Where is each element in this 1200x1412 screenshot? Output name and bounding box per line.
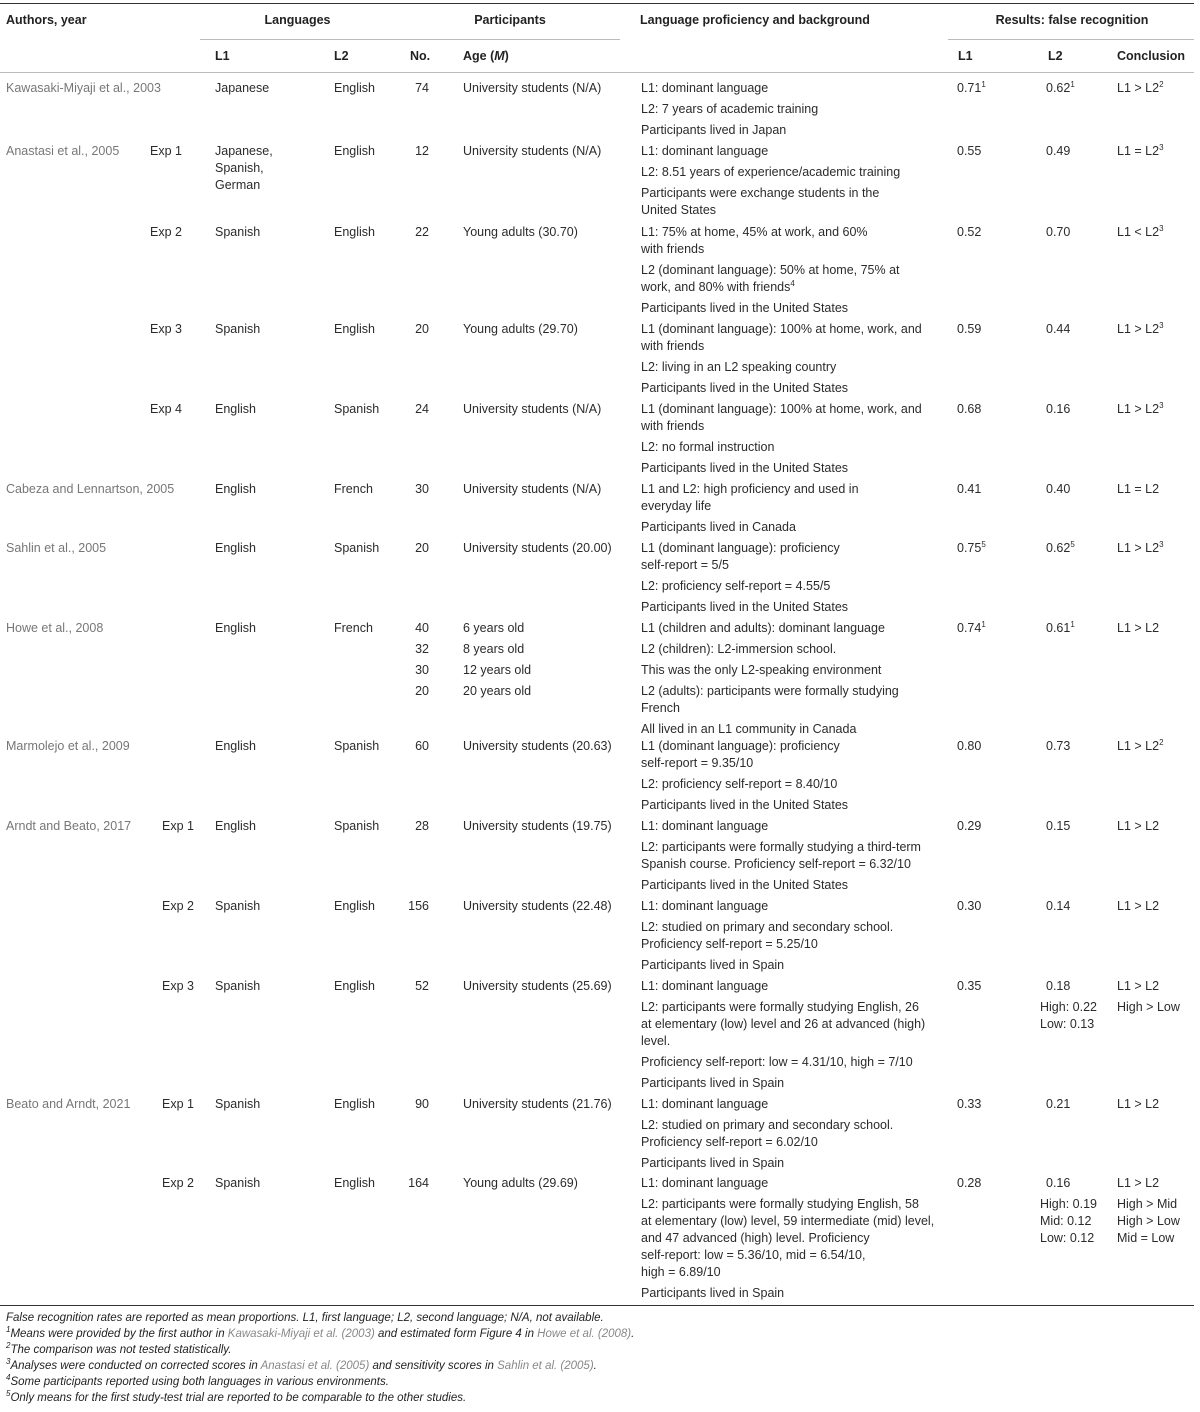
value-text: 0.75 bbox=[957, 541, 982, 555]
footnote-marker: 3 bbox=[1159, 142, 1164, 152]
experiment-label: Exp 4 bbox=[150, 402, 182, 416]
l1-language: English bbox=[215, 739, 256, 753]
background-line: L2: proficiency self-report = 8.40/10 bbox=[641, 777, 838, 791]
l1-language: English bbox=[215, 819, 256, 833]
background-line: United States bbox=[641, 203, 717, 217]
conclusion: L1 > L2 bbox=[1117, 1176, 1160, 1190]
l1-language: English bbox=[215, 541, 256, 555]
conclusion: L1 > L2 bbox=[1117, 979, 1160, 993]
experiment-label: Exp 2 bbox=[162, 899, 194, 913]
background-line: Participants lived in the United States bbox=[641, 798, 849, 812]
header-proficiency-background: Language proficiency and background bbox=[640, 13, 870, 27]
participant-age: Young adults (29.70) bbox=[463, 322, 578, 336]
l2-language: French bbox=[334, 621, 373, 635]
citation-link[interactable]: Kawasaki-Miyaji et al. (2003) bbox=[227, 1328, 375, 1340]
footnote-4 bbox=[6, 1374, 389, 1390]
result-l1 bbox=[957, 620, 986, 637]
participant-age: 20 years old bbox=[463, 684, 532, 698]
background-line: L1: 75% at home, 45% at work, and 60% bbox=[641, 225, 868, 239]
l2-language: Spanish bbox=[334, 541, 380, 555]
participant-count: 20 bbox=[415, 684, 429, 698]
header-age-close: ) bbox=[504, 49, 509, 63]
l1-language: English bbox=[215, 621, 256, 635]
background-line: L2 (adults): participants were formally studying bbox=[641, 684, 899, 698]
background-line: This was the only L2-speaking environment bbox=[641, 663, 882, 677]
conclusion bbox=[1117, 540, 1164, 557]
background-line: Participants lived in Japan bbox=[641, 123, 787, 137]
l2-language: French bbox=[334, 482, 373, 496]
footnote-marker: 3 bbox=[1159, 320, 1164, 330]
participant-age: University students (N/A) bbox=[463, 482, 602, 496]
l2-language: English bbox=[334, 144, 375, 158]
footnote-marker: 4 bbox=[6, 1373, 11, 1383]
header-l2: L2 bbox=[334, 49, 349, 63]
footnote-marker: 1 bbox=[981, 619, 986, 629]
background-line: Participants lived in Canada bbox=[641, 520, 796, 534]
background-line: high = 6.89/10 bbox=[641, 1265, 721, 1279]
background-line: Participants were exchange students in the bbox=[641, 186, 880, 200]
author-year: Arndt and Beato, 2017 bbox=[6, 819, 132, 833]
conclusion: L1 > L2 bbox=[1117, 1097, 1160, 1111]
participant-age: University students (N/A) bbox=[463, 402, 602, 416]
l1-language: English bbox=[215, 482, 256, 496]
result-l2: 0.40 bbox=[1046, 482, 1071, 496]
participant-age: University students (N/A) bbox=[463, 81, 602, 95]
participant-age: Young adults (29.69) bbox=[463, 1176, 578, 1190]
citation-link[interactable]: Howe et al. (2008) bbox=[537, 1328, 632, 1340]
background-line: Proficiency self-report: low = 4.31/10, high = 7/10 bbox=[641, 1055, 913, 1069]
background-line: L1: dominant language bbox=[641, 144, 769, 158]
l1-language: Japanese, bbox=[215, 144, 273, 158]
conclusion: L1 = L2 bbox=[1117, 482, 1160, 496]
citation-link[interactable]: Anastasi et al. (2005) bbox=[260, 1360, 370, 1372]
author-year: Cabeza and Lennartson, 2005 bbox=[6, 482, 175, 496]
conclusion: L1 > L2 bbox=[1117, 819, 1160, 833]
background-line: Participants lived in Spain bbox=[641, 1076, 785, 1090]
participant-count: 22 bbox=[415, 225, 429, 239]
background-line: L2: studied on primary and secondary school. bbox=[641, 920, 894, 934]
experiment-label: Exp 2 bbox=[150, 225, 182, 239]
background-line: L2 (children): L2-immersion school. bbox=[641, 642, 837, 656]
l2-language: Spanish bbox=[334, 402, 380, 416]
background-line: Spanish course. Proficiency self-report = 6.32/10 bbox=[641, 857, 911, 871]
result-l2: 0.16 bbox=[1046, 402, 1071, 416]
header-sub-rule bbox=[948, 39, 1194, 40]
l2-language: English bbox=[334, 225, 375, 239]
l1-language: Spanish bbox=[215, 1097, 261, 1111]
conclusion: L1 > L2 bbox=[1117, 621, 1160, 635]
result-l1: 0.52 bbox=[957, 225, 982, 239]
participant-count: 164 bbox=[408, 1176, 429, 1190]
l1-language: Spanish bbox=[215, 979, 261, 993]
result-l2: 0.70 bbox=[1046, 225, 1071, 239]
result-l1 bbox=[957, 540, 986, 557]
background-line: L1 and L2: high proficiency and used in bbox=[641, 482, 859, 496]
background-line: Participants lived in the United States bbox=[641, 461, 849, 475]
experiment-label: Exp 1 bbox=[150, 144, 182, 158]
experiment-label: Exp 1 bbox=[162, 819, 194, 833]
background-line: Participants lived in the United States bbox=[641, 600, 849, 614]
conclusion-subgroup: Mid = Low bbox=[1117, 1231, 1175, 1245]
background-line: L2: participants were formally studying a third-term bbox=[641, 840, 921, 854]
result-l1: 0.29 bbox=[957, 819, 982, 833]
result-l2-subgroup: Low: 0.12 bbox=[1040, 1231, 1095, 1245]
footnote-marker: 3 bbox=[1159, 539, 1164, 549]
result-l2: 0.44 bbox=[1046, 322, 1071, 336]
background-line: L2: 8.51 years of experience/academic training bbox=[641, 165, 901, 179]
footnote-marker: 5 bbox=[1070, 539, 1075, 549]
participant-count: 74 bbox=[415, 81, 429, 95]
experiment-label: Exp 3 bbox=[162, 979, 194, 993]
l2-language: English bbox=[334, 979, 375, 993]
footnote-3 bbox=[6, 1358, 597, 1374]
background-line: L2: participants were formally studying English, 26 bbox=[641, 1000, 919, 1014]
citation-link[interactable]: Sahlin et al. (2005) bbox=[497, 1360, 594, 1372]
footnote-text: Only means for the first study-test trial are reported to be comparable to the other studies. bbox=[10, 1392, 467, 1404]
result-l2: 0.18 bbox=[1046, 979, 1071, 993]
background-line: L2: proficiency self-report = 4.55/5 bbox=[641, 579, 831, 593]
l2-language: English bbox=[334, 81, 375, 95]
background-line: L2: no formal instruction bbox=[641, 440, 775, 454]
conclusion-subgroup: High > Mid bbox=[1117, 1197, 1178, 1211]
footnote-marker: 3 bbox=[1159, 400, 1164, 410]
background-line: Proficiency self-report = 5.25/10 bbox=[641, 937, 818, 951]
result-l1: 0.35 bbox=[957, 979, 982, 993]
l2-language: Spanish bbox=[334, 739, 380, 753]
l2-language: English bbox=[334, 1097, 375, 1111]
result-l1: 0.30 bbox=[957, 899, 982, 913]
participant-count: 20 bbox=[415, 541, 429, 555]
background-line: self-report: low = 5.36/10, mid = 6.54/10, bbox=[641, 1248, 866, 1262]
result-l1: 0.59 bbox=[957, 322, 982, 336]
background-line: All lived in an L1 community in Canada bbox=[641, 722, 857, 736]
participant-count: 20 bbox=[415, 322, 429, 336]
value-text: L1 < L2 bbox=[1117, 225, 1160, 239]
participant-count: 12 bbox=[415, 144, 429, 158]
background-line: Participants lived in Spain bbox=[641, 1286, 785, 1300]
header-no: No. bbox=[410, 49, 431, 63]
background-line: L2: participants were formally studying English, 58 bbox=[641, 1197, 919, 1211]
participant-age: 8 years old bbox=[463, 642, 525, 656]
result-l1: 0.80 bbox=[957, 739, 982, 753]
footnote-text: . bbox=[631, 1328, 635, 1340]
author-year: Beato and Arndt, 2021 bbox=[6, 1097, 131, 1111]
result-l1: 0.68 bbox=[957, 402, 982, 416]
result-l2: 0.15 bbox=[1046, 819, 1071, 833]
conclusion bbox=[1117, 401, 1164, 418]
conclusion bbox=[1117, 224, 1164, 241]
header-results: Results: false recognition bbox=[995, 13, 1149, 27]
participant-age: University students (20.63) bbox=[463, 739, 612, 753]
table-bottom-rule bbox=[0, 1305, 1194, 1306]
background-line: L1 (dominant language): proficiency bbox=[641, 739, 840, 753]
result-l2: 0.14 bbox=[1046, 899, 1071, 913]
background-line: L1: dominant language bbox=[641, 979, 769, 993]
participant-count: 30 bbox=[415, 482, 429, 496]
l1-language: Spanish bbox=[215, 899, 261, 913]
result-l2 bbox=[1046, 80, 1075, 97]
experiment-label: Exp 2 bbox=[162, 1176, 194, 1190]
background-line: L2 (dominant language): 50% at home, 75% at bbox=[641, 263, 900, 277]
footnote-marker: 3 bbox=[6, 1357, 11, 1367]
l2-language: English bbox=[334, 1176, 375, 1190]
value-text: L1 > L2 bbox=[1117, 81, 1160, 95]
header-languages: Languages bbox=[264, 13, 331, 27]
background-line: L1 (children and adults): dominant language bbox=[641, 621, 885, 635]
background-line: with friends bbox=[641, 242, 705, 256]
l1-language: English bbox=[215, 402, 256, 416]
background-line: L1 (dominant language): 100% at home, work, and bbox=[641, 402, 922, 416]
background-line bbox=[641, 279, 795, 296]
result-l1: 0.33 bbox=[957, 1097, 982, 1111]
result-l2-subgroup: Low: 0.13 bbox=[1040, 1017, 1095, 1031]
result-l2 bbox=[1046, 540, 1075, 557]
l1-language: Spanish bbox=[215, 322, 261, 336]
l1-language: Spanish bbox=[215, 1176, 261, 1190]
background-line: Proficiency self-report = 6.02/10 bbox=[641, 1135, 818, 1149]
footnote-marker: 1 bbox=[981, 79, 986, 89]
result-l2 bbox=[1046, 620, 1075, 637]
background-line: Participants lived in Spain bbox=[641, 958, 785, 972]
footnote-text: Some participants reported using both languages in various environments. bbox=[10, 1376, 389, 1388]
background-line: at elementary (low) level and 26 at advanced (high) bbox=[641, 1017, 926, 1031]
background-line: L2: 7 years of academic training bbox=[641, 102, 819, 116]
value-text: L1 > L2 bbox=[1117, 541, 1160, 555]
footnote-text: Analyses were conducted on corrected scores in bbox=[10, 1360, 261, 1372]
background-line: and 47 advanced (high) level. Proficiency bbox=[641, 1231, 870, 1245]
participant-age: University students (N/A) bbox=[463, 144, 602, 158]
header-result-l2: L2 bbox=[1048, 49, 1063, 63]
result-l2: 0.16 bbox=[1046, 1176, 1071, 1190]
participant-age: University students (22.48) bbox=[463, 899, 612, 913]
participant-count: 24 bbox=[415, 402, 429, 416]
experiment-label: Exp 3 bbox=[150, 322, 182, 336]
value-text: 0.61 bbox=[1046, 621, 1071, 635]
footnote-text: . bbox=[593, 1360, 597, 1372]
background-line: L1: dominant language bbox=[641, 1097, 769, 1111]
background-line: Participants lived in the United States bbox=[641, 381, 849, 395]
footnote-marker: 1 bbox=[6, 1325, 11, 1335]
background-line: Participants lived in the United States bbox=[641, 878, 849, 892]
participant-count: 156 bbox=[408, 899, 429, 913]
participant-age: University students (25.69) bbox=[463, 979, 612, 993]
header-age-label: Age ( bbox=[463, 49, 495, 63]
participant-age: University students (19.75) bbox=[463, 819, 612, 833]
value-text: L1 > L2 bbox=[1117, 739, 1160, 753]
l2-language: English bbox=[334, 899, 375, 913]
l1-language: Japanese bbox=[215, 81, 270, 95]
background-line: L1: dominant language bbox=[641, 1176, 769, 1190]
background-line: L1: dominant language bbox=[641, 819, 769, 833]
participant-age: Young adults (30.70) bbox=[463, 225, 578, 239]
result-l1: 0.41 bbox=[957, 482, 982, 496]
result-l2: 0.49 bbox=[1046, 144, 1071, 158]
footnote-marker: 1 bbox=[1070, 619, 1075, 629]
value-text: 0.62 bbox=[1046, 541, 1071, 555]
value-text: 0.62 bbox=[1046, 81, 1071, 95]
author-year: Marmolejo et al., 2009 bbox=[6, 739, 130, 753]
participant-count: 28 bbox=[415, 819, 429, 833]
background-line: L2: studied on primary and secondary school. bbox=[641, 1118, 894, 1132]
l2-language: English bbox=[334, 322, 375, 336]
background-line: level. bbox=[641, 1034, 671, 1048]
footnote-text: and sensitivity scores in bbox=[369, 1360, 498, 1372]
header-age bbox=[463, 49, 509, 63]
result-l2-subgroup: High: 0.22 bbox=[1040, 1000, 1097, 1014]
header-result-l1: L1 bbox=[958, 49, 973, 63]
background-line: French bbox=[641, 701, 680, 715]
result-l1: 0.28 bbox=[957, 1176, 982, 1190]
result-l1: 0.55 bbox=[957, 144, 982, 158]
header-participants: Participants bbox=[474, 13, 546, 27]
participant-count: 52 bbox=[415, 979, 429, 993]
background-line: at elementary (low) level, 59 intermediate (mid) level, bbox=[641, 1214, 935, 1228]
value-text: L1 > L2 bbox=[1117, 402, 1160, 416]
l1-language: Spanish bbox=[215, 225, 261, 239]
participant-age: 6 years old bbox=[463, 621, 525, 635]
footnote-marker: 5 bbox=[6, 1389, 11, 1399]
background-line: Participants lived in the United States bbox=[641, 301, 849, 315]
header-age-mean: M bbox=[494, 49, 505, 63]
l1-language: Spanish, bbox=[215, 161, 264, 175]
author-year: Sahlin et al., 2005 bbox=[6, 541, 107, 555]
participant-age: University students (21.76) bbox=[463, 1097, 612, 1111]
background-line: self-report = 5/5 bbox=[641, 558, 729, 572]
footnote-marker: 3 bbox=[1159, 223, 1164, 233]
footnote-5 bbox=[6, 1390, 466, 1406]
footnote-marker: 5 bbox=[981, 539, 986, 549]
result-l2-subgroup: Mid: 0.12 bbox=[1040, 1214, 1092, 1228]
footnote-general: False recognition rates are reported as mean proportions. L1, first language; L2, second language; N/A, not available. bbox=[6, 1312, 604, 1324]
participant-count: 32 bbox=[415, 642, 429, 656]
experiment-label: Exp 1 bbox=[162, 1097, 194, 1111]
background-line: L1 (dominant language): proficiency bbox=[641, 541, 840, 555]
result-l2: 0.73 bbox=[1046, 739, 1071, 753]
footnote-text: Means were provided by the first author in bbox=[10, 1328, 228, 1340]
background-line: L1 (dominant language): 100% at home, work, and bbox=[641, 322, 922, 336]
footnote-marker: 1 bbox=[1070, 79, 1075, 89]
background-line: L2: living in an L2 speaking country bbox=[641, 360, 837, 374]
background-line: everyday life bbox=[641, 499, 712, 513]
author-year: Howe et al., 2008 bbox=[6, 621, 104, 635]
conclusion-subgroup: High > Low bbox=[1117, 1000, 1180, 1014]
participant-age: University students (20.00) bbox=[463, 541, 612, 555]
header-bottom-rule bbox=[0, 72, 1194, 73]
l1-language: German bbox=[215, 178, 261, 192]
value-text: 0.74 bbox=[957, 621, 982, 635]
result-l1 bbox=[957, 80, 986, 97]
footnote-marker: 2 bbox=[1159, 79, 1164, 89]
l2-language: Spanish bbox=[334, 819, 380, 833]
value-text: 0.71 bbox=[957, 81, 982, 95]
conclusion bbox=[1117, 738, 1164, 755]
participant-count: 90 bbox=[415, 1097, 429, 1111]
participant-count: 40 bbox=[415, 621, 429, 635]
footnote-marker: 2 bbox=[1159, 737, 1164, 747]
footnote-text: and estimated form Figure 4 in bbox=[374, 1328, 538, 1340]
conclusion bbox=[1117, 143, 1164, 160]
value-text: L1 > L2 bbox=[1117, 322, 1160, 336]
background-line: L1: dominant language bbox=[641, 899, 769, 913]
background-line: L1: dominant language bbox=[641, 81, 769, 95]
result-l2: 0.21 bbox=[1046, 1097, 1071, 1111]
background-line: self-report = 9.35/10 bbox=[641, 756, 754, 770]
value-text: L1 = L2 bbox=[1117, 144, 1160, 158]
footnote-1 bbox=[6, 1326, 634, 1342]
table-top-rule bbox=[0, 3, 1194, 4]
result-l2-subgroup: High: 0.19 bbox=[1040, 1197, 1097, 1211]
footnote-marker: 2 bbox=[6, 1341, 11, 1351]
participant-count: 60 bbox=[415, 739, 429, 753]
header-authors-year: Authors, year bbox=[6, 13, 87, 27]
footnote-marker: 4 bbox=[790, 278, 795, 288]
footnote-2 bbox=[6, 1342, 231, 1358]
author-year: Kawasaki-Miyaji et al., 2003 bbox=[6, 81, 161, 95]
conclusion bbox=[1117, 80, 1164, 97]
background-line: with friends bbox=[641, 419, 705, 433]
conclusion-subgroup: High > Low bbox=[1117, 1214, 1180, 1228]
background-line: with friends bbox=[641, 339, 705, 353]
participant-count: 30 bbox=[415, 663, 429, 677]
value-text: work, and 80% with friends bbox=[641, 280, 791, 294]
header-l1: L1 bbox=[215, 49, 230, 63]
conclusion: L1 > L2 bbox=[1117, 899, 1160, 913]
conclusion bbox=[1117, 321, 1164, 338]
background-line: Participants lived in Spain bbox=[641, 1156, 785, 1170]
footnote-text: The comparison was not tested statistically. bbox=[10, 1344, 232, 1356]
header-sub-rule bbox=[200, 39, 620, 40]
header-conclusion: Conclusion bbox=[1117, 49, 1186, 63]
author-year: Anastasi et al., 2005 bbox=[6, 144, 120, 158]
participant-age: 12 years old bbox=[463, 663, 532, 677]
